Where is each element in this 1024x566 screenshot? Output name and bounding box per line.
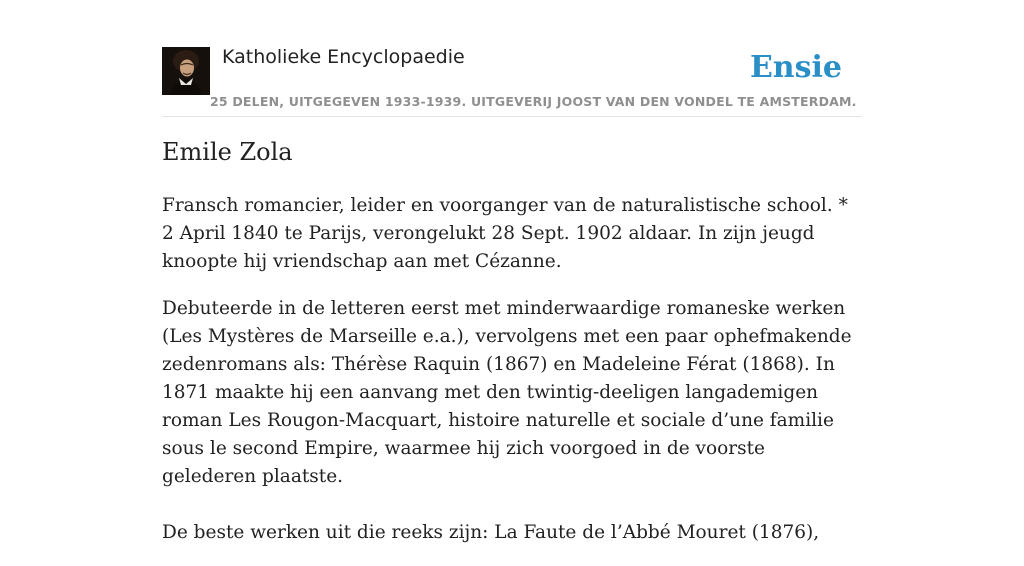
article-title: Emile Zola [162,138,293,166]
paragraph: Debuteerde in de letteren eerst met minderwaardige romaneske werken (Les Mystères de Marseille e.a.), vervolgens met een paar ophefmakende zedenromans als: Thérèse Raquin (1867) en Madeleine Férat (1868). In 1871 maakte hij een aanvang met den twintig-deeligen langademigen roman Les Rougon-Macquart, histoire naturelle et sociale d’une familie sous le second Empire, waarmee hij zich voorgoed in de voorste gelederen plaatste. [162,298,852,487]
site-header [162,44,862,117]
article-body [162,192,864,566]
paragraph: De beste werken uit die reeks zijn: La Faute de l’Abbé Mouret (1876), [162,522,820,543]
portrait-icon [162,47,210,95]
avatar[interactable] [162,47,210,95]
site-subtitle: 25 DELEN, UITGEGEVEN 1933-1939. UITGEVERIJ JOOST VAN DEN VONDEL TE AMSTERDAM. [210,94,857,109]
brand-logo[interactable]: Ensie [749,50,842,85]
paragraph: Fransch romancier, leider en voorganger van de naturalistische school. * 2 April 1840 te Parijs, verongelukt 28 Sept. 1902 aldaar. In zijn jeugd knoopte hij vriendschap aan met Cézanne. [162,195,848,272]
site-title[interactable]: Katholieke Encyclopaedie [222,46,465,68]
